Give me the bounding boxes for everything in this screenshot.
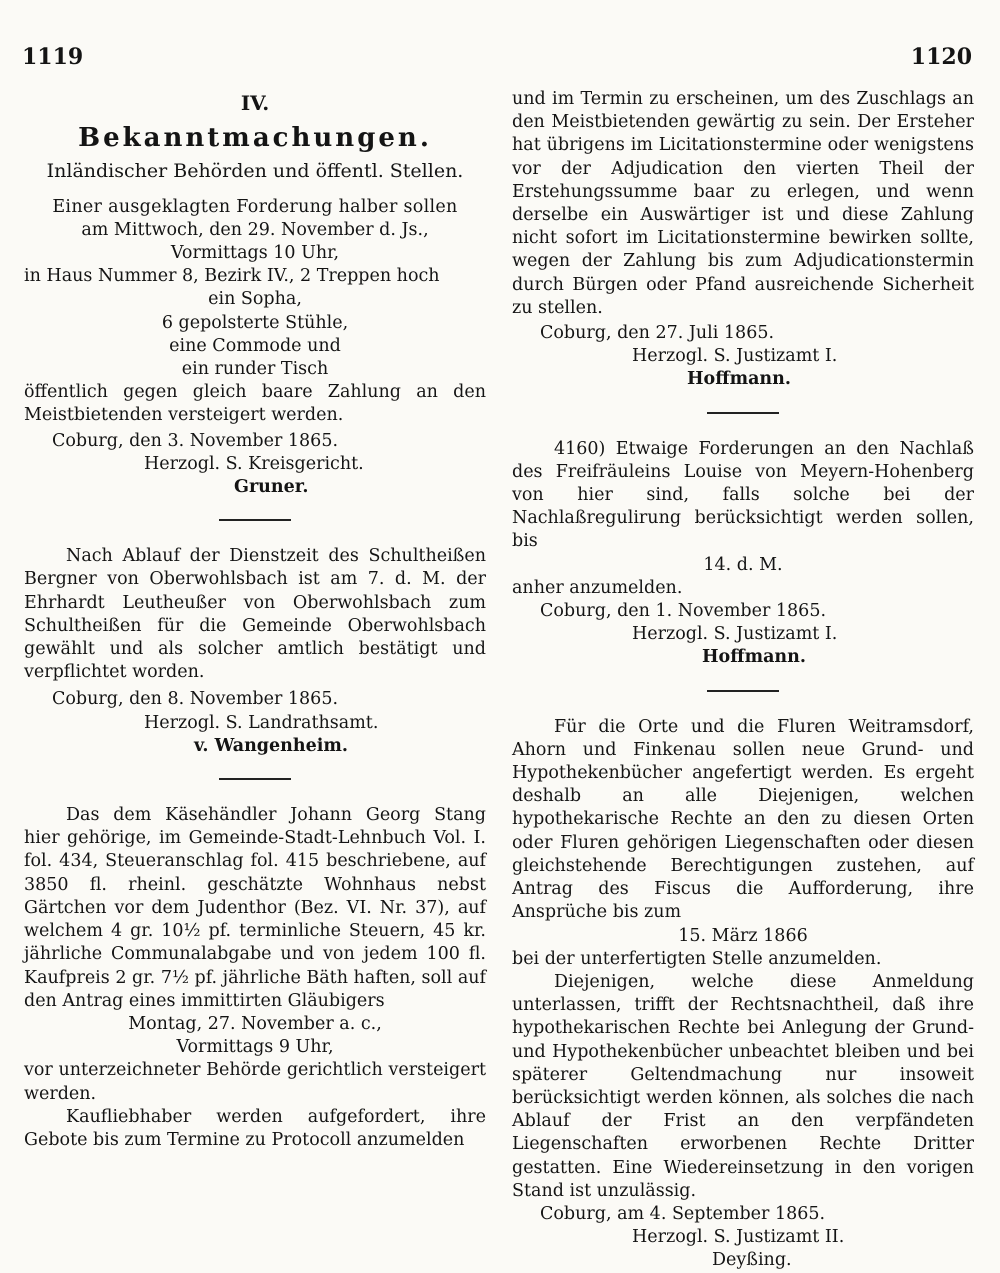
notice-signer: Hoffmann. bbox=[702, 647, 806, 668]
notice-body: Kaufliebhaber werden aufgefordert, ihre Gebote bis zum Termine zu Protocoll anzumelden bbox=[24, 1106, 486, 1150]
notice-date: Coburg, den 27. Juli 1865. bbox=[540, 323, 775, 344]
notice-date: Coburg, den 3. November 1865. bbox=[52, 430, 339, 451]
notice-line: am Mittwoch, den 29. November d. Js., bbox=[81, 219, 429, 240]
notice-mortgage-books bbox=[512, 716, 974, 1273]
page-number-right: 1120 bbox=[910, 44, 972, 70]
notice-body: anher anzumelden. bbox=[512, 577, 683, 598]
notice-body: und im Termin zu erscheinen, um des Zuschlags an den Meistbietenden gewärtig zu sein. Der Ersteher hat übrigens im Licitationstermine oder wenigstens vor der Adjudication den vierten Theil der Erstehungssumme baar zu erlegen, und wenn derselbe ein Auswärtiger ist und diese Zahlung nicht sofort im Licitationstermine bewirken sollte, wegen der Zahlung bis zum Adjudicationstermin durch Bürgen oder Pfand ausreichende Sicherheit zu stellen. bbox=[512, 89, 974, 318]
separator-rule bbox=[707, 412, 779, 414]
notice-line: Vormittags 10 Uhr, bbox=[170, 243, 340, 264]
notice-authority: Herzogl. S. Justizamt I. bbox=[632, 346, 838, 367]
notice-signer: Hoffmann. bbox=[687, 369, 791, 390]
notice-body: vor unterzeichneter Behörde gerichtlich versteigert werden. bbox=[24, 1060, 486, 1104]
notice-house-auction bbox=[24, 804, 486, 1152]
notice-auction-furniture bbox=[24, 196, 486, 500]
auction-item: ein Sopha, bbox=[208, 289, 302, 310]
notice-body: bei der unterfertigten Stelle anzumelden. bbox=[512, 948, 882, 969]
notice-body: Für die Orte und die Fluren Weitramsdorf, Ahorn und Finkenau sollen neue Grund- und Hypothekenbücher angefertigt werden. Es ergeht deshalb an alle Diejenigen, welchen hypothekarische Rechte an den zu diesen Orten oder Fluren gehörigen Liegenschaften oder diesen gleichstehende Berechtigungen zustehen, auf Antrag des Fiscus die Aufforderung, ihre Ansprüche bis zum bbox=[512, 716, 974, 923]
notice-body: 4160) Etwaige Forderungen an den Nachlaß des Freifräuleins Louise von Meyern-Hohenberg von hier sind, falls solche bei der Nachlaßregulirung berücksichtigt werden sollen, bis bbox=[512, 438, 974, 552]
notice-authority: Herzogl. S. Landrathsamt. bbox=[144, 712, 379, 733]
notice-date: Coburg, den 8. November 1865. bbox=[52, 689, 339, 710]
notice-authority: Herzogl. S. Kreisgericht. bbox=[144, 453, 364, 474]
separator-rule bbox=[707, 690, 779, 692]
notice-line: Einer ausgeklagten Forderung halber sollen bbox=[52, 196, 458, 217]
notice-schultheiss bbox=[24, 545, 486, 758]
notice-body: Diejenigen, welche diese Anmeldung unterlassen, trifft der Rechtsnachtheil, daß ihre hypothekarischen Rechte bei Anlegung der Grund- und Hypothekenbücher unbeachtet bleiben und bei späterer Geltendmachung nur insoweit berücksichtigt werden können, als solches die nach Ablauf der Frist an den verpfändeten Liegenschaften erworbenen Rechte Dritter gestatten. Eine Wiedereinsetzung in den vorigen Stand ist unzulässig. bbox=[512, 971, 974, 1201]
notice-signer: v. Wangenheim. bbox=[194, 735, 348, 756]
auction-item: 6 gepolsterte Stühle, bbox=[161, 312, 349, 333]
notice-line: in Haus Nummer 8, Bezirk IV., 2 Treppen hoch bbox=[24, 266, 440, 287]
section-number: IV. bbox=[240, 91, 270, 115]
auction-item: eine Commode und bbox=[169, 335, 341, 356]
notice-deadline: 15. März 1866 bbox=[678, 925, 808, 946]
notice-body: öffentlich gegen gleich baare Zahlung an den Meistbietenden versteigert werden. bbox=[24, 382, 486, 426]
separator-rule bbox=[219, 519, 291, 521]
notice-deadline: 14. d. M. bbox=[703, 554, 783, 575]
notice-date: Coburg, den 1. November 1865. bbox=[540, 601, 827, 622]
page-number-left: 1119 bbox=[22, 44, 84, 70]
notice-auction-date: Montag, 27. November a. c., bbox=[128, 1013, 382, 1034]
separator-rule bbox=[219, 778, 291, 780]
section-title: Bekanntmachungen. bbox=[78, 123, 432, 154]
auction-item: ein runder Tisch bbox=[181, 359, 329, 380]
notice-signer: Deyßing. bbox=[712, 1250, 792, 1271]
notice-body: Das dem Käsehändler Johann Georg Stang hier gehörige, im Gemeinde-Stadt-Lehnbuch Vol. I. fol. 434, Steueranschlag fol. 415 beschriebene, auf 3850 fl. rheinl. geschätzte Wohnhaus nebst Gärtchen vor dem Judenthor (Bez. VI. Nr. 37), auf welchem 4 gr. 10½ pf. terminliche Steuern, 45 kr. jährliche Communalabgabe und von jedem 100 fl. Kaufpreis 2 gr. 7½ pf. jährliche Bäth haften, soll auf den Antrag eines immittirten Gläubigers bbox=[24, 805, 486, 1011]
notice-date: Coburg, am 4. September 1865. bbox=[540, 1203, 826, 1224]
notice-house-auction-continued bbox=[512, 88, 974, 392]
notice-auction-time: Vormittags 9 Uhr, bbox=[176, 1037, 334, 1058]
right-column bbox=[512, 88, 974, 1273]
notice-body: Nach Ablauf der Dienstzeit des Schultheißen Bergner von Oberwohlsbach ist am 7. d. M. der Ehrhardt Leutheußer von Oberwohlsbach zum Schultheißen für die Gemeinde Oberwohlsbach gewählt und als solcher amtlich bestätigt und verpflichtet worden. bbox=[24, 546, 486, 683]
notice-estate-claims bbox=[512, 438, 974, 670]
left-column bbox=[24, 88, 486, 1152]
notice-signer: Gruner. bbox=[234, 477, 309, 498]
notice-authority: Herzogl. S. Justizamt II. bbox=[632, 1227, 845, 1248]
notice-authority: Herzogl. S. Justizamt I. bbox=[632, 624, 838, 645]
section-subtitle: Inländischer Behörden und öffentl. Stellen. bbox=[46, 160, 464, 183]
